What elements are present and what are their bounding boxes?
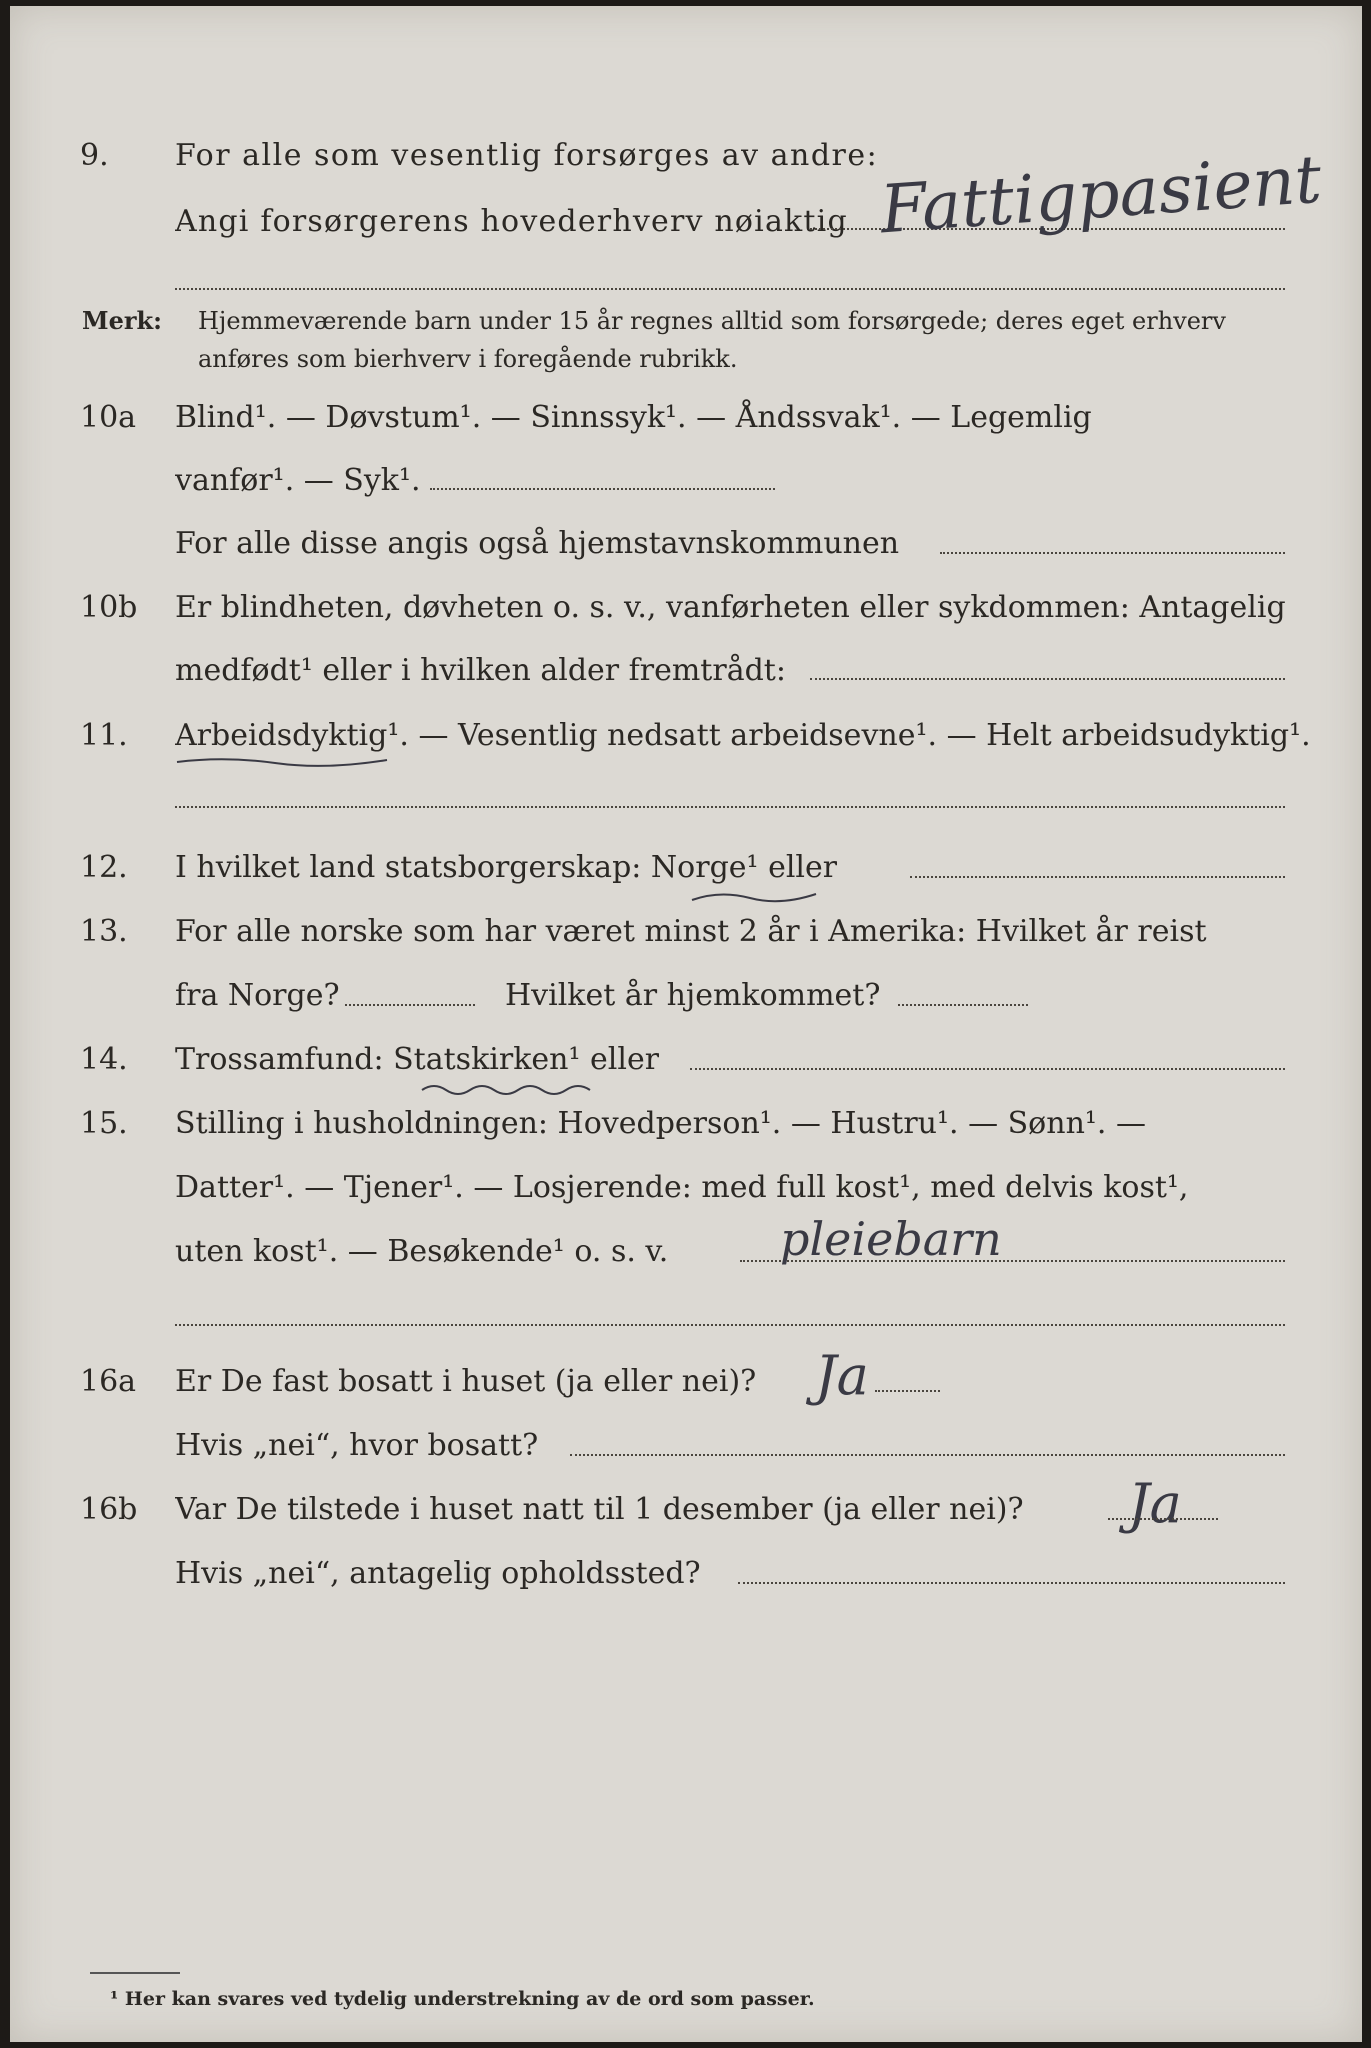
footnote-rule	[90, 1972, 180, 1974]
q14-number: 14.	[80, 1042, 128, 1077]
merk-line1: Hjemmeværende barn under 15 år regnes alltid som forsørgede; deres eget erhverv	[198, 307, 1226, 335]
q15-answer-line-2	[175, 1324, 1285, 1326]
q12-line1: I hvilket land statsborgerskap: Norge¹ eller	[175, 850, 838, 885]
q13-hjemkommet-line	[898, 1004, 1028, 1006]
q13-line2b: Hvilket år hjemkommet?	[505, 978, 881, 1013]
q10a-line1: Blind¹. — Døvstum¹. — Sinnssyk¹. — Åndssvak¹. — Legemlig	[175, 400, 1092, 435]
q16b-opholdssted-line	[738, 1582, 1285, 1584]
census-form-page	[10, 6, 1362, 2042]
footnote-text: ¹ Her kan svares ved tydelig understrekning av de ord som passer.	[110, 1988, 815, 2010]
q15-handwritten-answer: pleiebarn	[780, 1212, 1002, 1266]
q15-line1: Stilling i husholdningen: Hovedperson¹. — Hustru¹. — Sønn¹. —	[175, 1106, 1146, 1141]
q14-underline-mark	[420, 1078, 600, 1098]
q10a-line3: For alle disse angis også hjemstavnskommunen	[175, 526, 900, 561]
q12-answer-line	[910, 876, 1285, 878]
q16b-line1: Var De tilstede i huset natt til 1 desember (ja eller nei)?	[175, 1492, 1024, 1527]
q9-handwritten-answer: Fattigpasient	[877, 140, 1324, 249]
merk-label: Merk:	[82, 306, 162, 335]
q15-line2: Datter¹. — Tjener¹. — Losjerende: med full kost¹, med delvis kost¹,	[175, 1170, 1189, 1205]
q11-line1: Arbeidsdyktig¹. — Vesentlig nedsatt arbeidsevne¹. — Helt arbeidsudyktig¹.	[175, 718, 1311, 753]
q13-reist-line	[345, 1004, 475, 1006]
q16b-number: 16b	[80, 1492, 138, 1527]
q10b-answer-line	[810, 678, 1285, 680]
q16a-handwritten-answer: Ja	[815, 1344, 869, 1407]
q10b-line2: medfødt¹ eller i hvilken alder fremtrådt:	[175, 653, 786, 688]
q16a-line2: Hvis „nei“, hvor bosatt?	[175, 1428, 539, 1463]
q11-number: 11.	[80, 718, 128, 753]
q10a-line2: vanfør¹. — Syk¹.	[175, 463, 421, 498]
q10a-number: 10a	[80, 400, 137, 435]
q16b-line2: Hvis „nei“, antagelig opholdssted?	[175, 1556, 701, 1591]
q16a-bosatt-line	[570, 1454, 1285, 1456]
merk-line2: anføres som bierhverv i foregående rubrikk.	[198, 345, 738, 373]
q14-line1: Trossamfund: Statskirken¹ eller	[175, 1042, 660, 1077]
q16a-line1: Er De fast bosatt i huset (ja eller nei)?	[175, 1364, 757, 1399]
q10a-syk-line	[430, 488, 775, 490]
q16b-handwritten-answer: Ja	[1128, 1472, 1182, 1535]
q15-number: 15.	[80, 1106, 128, 1141]
q9-number: 9.	[80, 138, 109, 173]
q13-line1: For alle norske som har været minst 2 år i Amerika: Hvilket år reist	[175, 914, 1207, 949]
q9-line2: Angi forsørgerens hovederhverv nøiaktig	[175, 204, 848, 239]
q9-line1: For alle som vesentlig forsørges av andre:	[175, 138, 879, 173]
q12-number: 12.	[80, 850, 128, 885]
q15-line3: uten kost¹. — Besøkende¹ o. s. v.	[175, 1234, 669, 1269]
q9-answer-line-2	[175, 288, 1285, 290]
q16a-answer-line	[875, 1390, 940, 1392]
q10a-kommune-line	[940, 552, 1285, 554]
q14-answer-line	[690, 1068, 1285, 1070]
q11-answer-line	[175, 806, 1285, 808]
q13-line2a: fra Norge?	[175, 978, 340, 1013]
q16a-number: 16a	[80, 1364, 137, 1399]
q11-underline-mark	[175, 754, 390, 768]
q12-underline-mark	[690, 886, 820, 906]
q10b-line1: Er blindheten, døvheten o. s. v., vanførheten eller sykdommen: Antagelig	[175, 590, 1286, 625]
q10b-number: 10b	[80, 590, 138, 625]
q16b-answer-line	[1108, 1518, 1218, 1520]
q13-number: 13.	[80, 914, 128, 949]
